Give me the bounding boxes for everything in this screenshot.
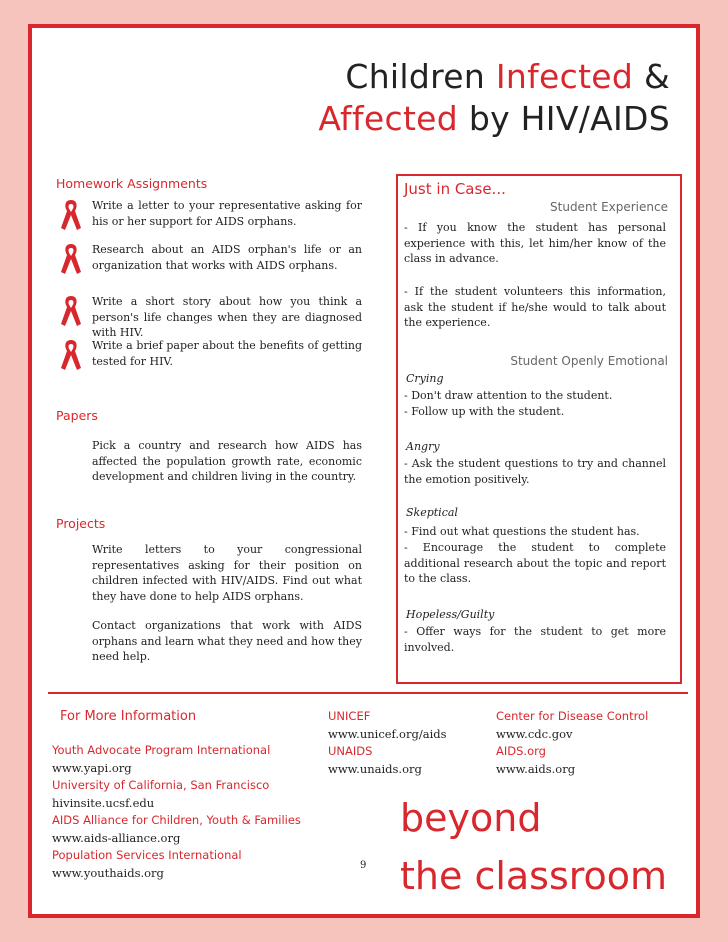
resource-url[interactable]: hivinsite.ucsf.edu	[52, 795, 155, 810]
title-red-word: Infected	[495, 57, 634, 96]
homework-item-text: Research about an AIDS orphan's life or an organization that works with AIDS orphans.	[92, 243, 362, 272]
emotional-tip: - Encourage the student to complete additional research about the topic and report to the class.	[404, 541, 666, 585]
projects-item: Contact organizations that work with AIDS orphans and learn what they need and how they need help.	[92, 619, 362, 663]
red-ribbon-icon	[56, 198, 86, 232]
title-red-word: Affected	[318, 99, 459, 138]
papers-heading: Papers	[56, 408, 98, 423]
divider	[48, 692, 688, 694]
emotional-tip: - Follow up with the student.	[404, 405, 565, 418]
angry-label: Angry	[406, 440, 440, 453]
homework-item-text: Write a brief paper about the benefits of getting tested for HIV.	[92, 339, 362, 368]
classroom-text: the classroom	[400, 854, 668, 898]
page-title	[318, 56, 670, 140]
resource-name: Center for Disease Control	[496, 709, 649, 723]
red-ribbon-icon	[56, 294, 86, 328]
student-emotional-heading: Student Openly Emotional	[510, 354, 668, 368]
resource-name: UNAIDS	[328, 744, 373, 758]
more-info-heading	[60, 708, 196, 726]
resource-url[interactable]: www.youthaids.org	[52, 865, 164, 880]
resources-middle	[328, 708, 488, 778]
emotional-tip: - Offer ways for the student to get more involved.	[404, 625, 666, 654]
homework-item	[56, 294, 386, 341]
resource-url[interactable]: www.aids-alliance.org	[52, 830, 181, 845]
resource-url[interactable]: www.unaids.org	[328, 761, 422, 776]
red-ribbon-icon	[56, 338, 86, 372]
homework-item	[56, 242, 386, 276]
homework-item	[56, 198, 386, 232]
student-experience-heading: Student Experience	[550, 200, 668, 214]
crying-label: Crying	[406, 372, 444, 385]
hopeless-label: Hopeless/Guilty	[406, 608, 495, 621]
resource-url[interactable]: www.unicef.org/aids	[328, 726, 447, 741]
resource-name: AIDS Alliance for Children, Youth & Families	[52, 813, 301, 827]
resource-name: Population Services International	[52, 848, 242, 862]
resource-url[interactable]: www.cdc.gov	[496, 726, 573, 741]
student-experience-text: - If the student volunteers this information, ask the student if he/she would to talk about the experience.	[404, 285, 666, 329]
resource-name: UNICEF	[328, 709, 371, 723]
papers-text: Pick a country and research how AIDS has affected the population growth rate, economic development and children living in the country.	[92, 439, 362, 483]
title-text: Children	[345, 57, 496, 96]
resource-name: Youth Advocate Program International	[52, 743, 271, 757]
projects-heading: Projects	[56, 516, 106, 531]
resource-name: University of California, San Francisco	[52, 778, 270, 792]
homework-item-text: Write a letter to your representative asking for his or her support for AIDS orphans.	[92, 199, 362, 228]
red-ribbon-icon	[56, 242, 86, 276]
resource-url[interactable]: www.aids.org	[496, 761, 576, 776]
resources-right	[496, 708, 686, 778]
beyond-text: beyond	[400, 796, 542, 840]
homework-item	[56, 338, 386, 372]
just-in-case-heading: Just in Case...	[404, 180, 506, 198]
just-in-case-box	[396, 174, 682, 684]
homework-item-text: Write a short story about how you think a person's life changes when they are diagnosed with HIV.	[92, 295, 362, 339]
emotional-tip: - Don't draw attention to the student.	[404, 389, 613, 402]
emotional-tip: - Ask the student questions to try and channel the emotion positively.	[404, 457, 666, 486]
title-text: by HIV/AIDS	[458, 99, 670, 138]
page-number: 9	[360, 860, 367, 871]
emotional-tip: - Find out what questions the student has.	[404, 525, 640, 538]
resource-url[interactable]: www.yapi.org	[52, 760, 132, 775]
student-experience-text: - If you know the student has personal experience with this, let him/her know of the class in advance.	[404, 221, 666, 265]
resource-name: AIDS.org	[496, 744, 546, 758]
skeptical-label: Skeptical	[406, 506, 458, 519]
page	[28, 24, 700, 918]
more-info-heading-text: For More Information	[60, 709, 197, 724]
homework-heading: Homework Assignments	[56, 176, 208, 191]
title-text: &	[633, 57, 670, 96]
projects-item: Write letters to your congressional representatives asking for their position on children infected with HIV/AIDS. Find out what they have done to help AIDS orphans.	[92, 543, 362, 603]
